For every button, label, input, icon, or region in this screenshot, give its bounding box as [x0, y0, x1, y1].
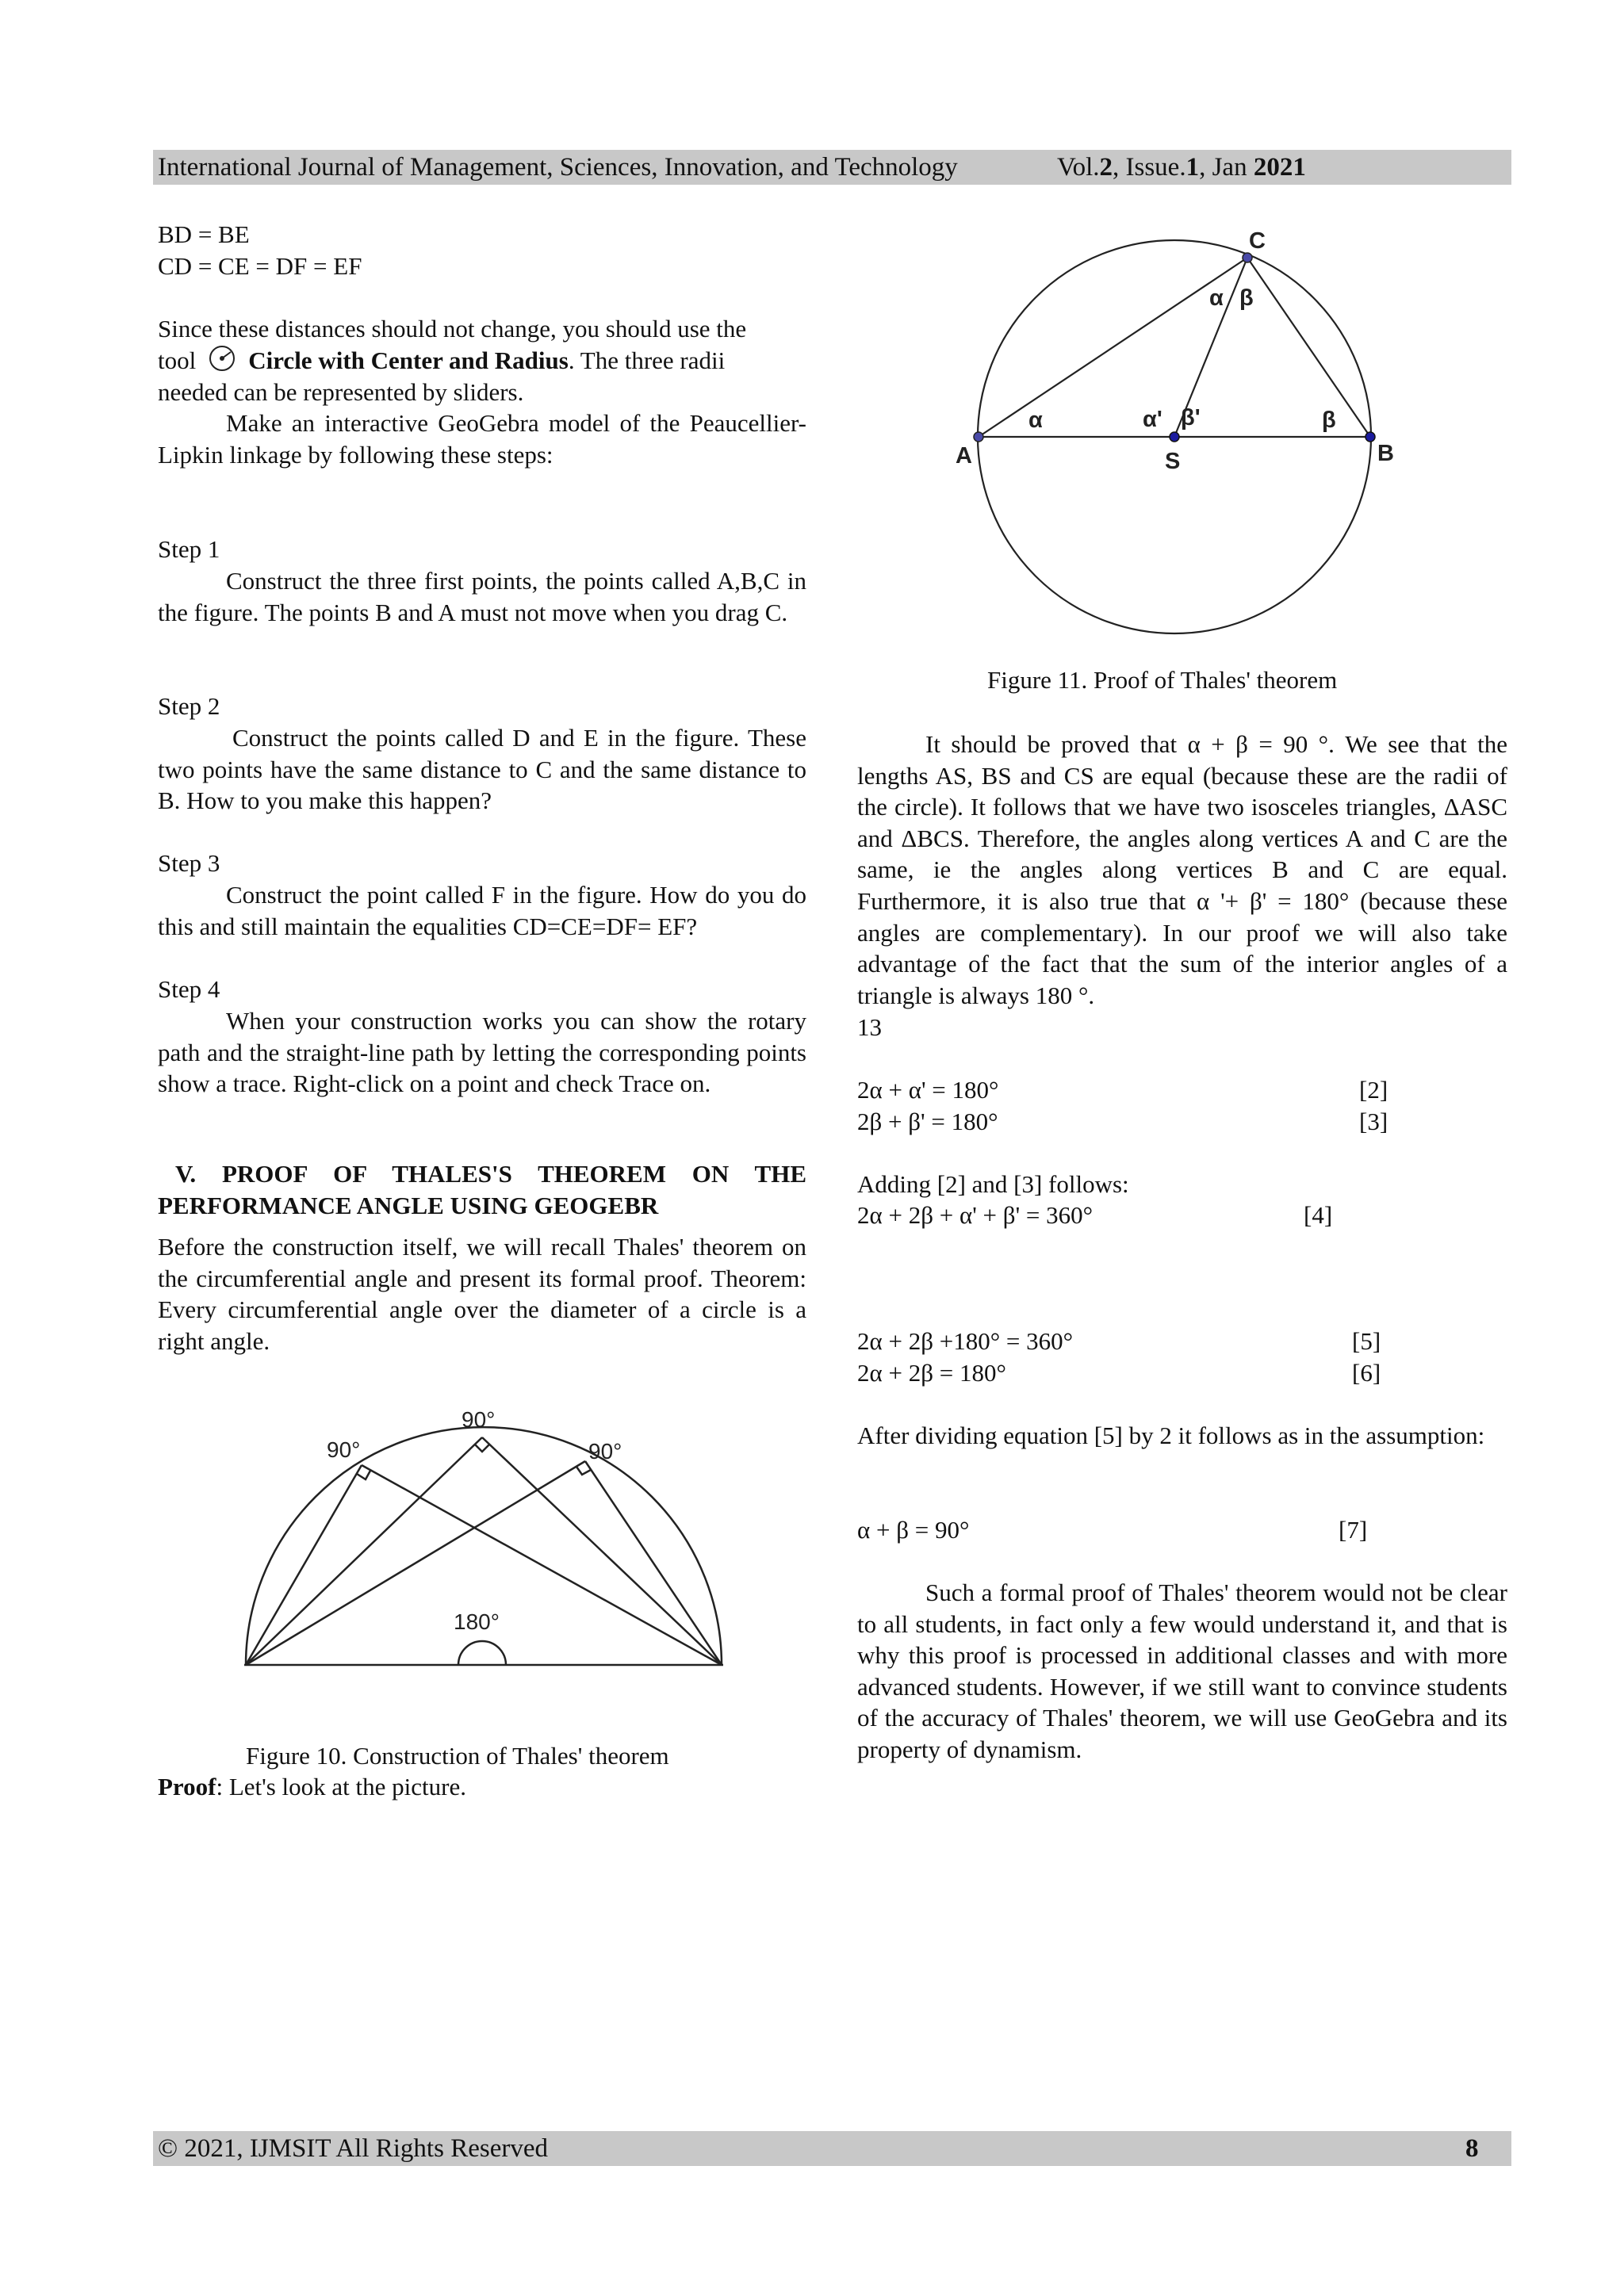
label-beta-top: β: [1239, 285, 1254, 311]
adding-text: Adding [2] and [3] follows:: [857, 1170, 1129, 1198]
equation-cd-ce-df-ef: CD = CE = DF = EF: [158, 252, 362, 280]
right-angle-mark-top: [475, 1445, 489, 1452]
equation-5: 2α + 2β +180° = 360°: [857, 1327, 1074, 1355]
equation-7-ref: [7]: [1339, 1516, 1368, 1544]
label-beta-prime: β': [1181, 405, 1201, 430]
point-c: [1243, 253, 1252, 262]
fig10-label-90-top: 90°: [462, 1407, 496, 1432]
step4-text: When your construction works you can show the rotary path and the straight-line path by letting the corresponding points show a trace. Right-click on a point and check Trace on.: [158, 1007, 806, 1098]
fig10-label-90-left: 90°: [327, 1437, 361, 1462]
chord-a-p3: [246, 1461, 585, 1665]
step2-title: Step 2: [158, 692, 220, 720]
equation-3: 2β + β' = 180°: [857, 1108, 998, 1135]
step1-title: Step 1: [158, 535, 220, 563]
figure-10-thales-construction: [230, 1395, 737, 1681]
equation-5-ref: [5]: [1352, 1327, 1381, 1355]
equation-6: 2α + 2β = 180°: [857, 1359, 1006, 1387]
figure-11-thales-proof: [940, 222, 1394, 674]
right-angle-mark-left: [357, 1471, 370, 1479]
label-a: A: [956, 443, 972, 469]
label-alpha-top: α: [1209, 285, 1224, 311]
label-c: C: [1249, 228, 1266, 254]
dividing-text: After dividing equation [5] by 2 it follows as in the assumption:: [857, 1422, 1485, 1449]
step4-title: Step 4: [158, 975, 220, 1003]
equation-4: 2α + 2β + α' + β' = 360°: [857, 1201, 1094, 1229]
equation-6-ref: [6]: [1352, 1359, 1381, 1387]
chord-p3-b: [585, 1461, 722, 1665]
fig10-label-180: 180°: [454, 1609, 500, 1634]
reference-13: 13: [857, 1013, 882, 1041]
volume-issue: Vol.2, Issue.1, Jan 2021: [1057, 153, 1306, 182]
label-b: B: [1377, 441, 1394, 466]
equation-4-ref: [4]: [1304, 1201, 1333, 1229]
equation-7: α + β = 90°: [857, 1516, 970, 1544]
label-beta-right: β: [1322, 408, 1336, 433]
point-a: [974, 432, 983, 442]
segment-ac: [979, 258, 1247, 437]
footer-copyright: © 2021, IJMSIT All Rights Reserved: [158, 2134, 548, 2163]
label-alpha-left: α: [1028, 408, 1043, 433]
section-v-title: V. PROOF OF THALES'S THEOREM ON THE PERFORMANCE ANGLE USING GEOGEBR: [158, 1160, 806, 1219]
paragraph-distances-line3: needed can be represented by sliders.: [158, 378, 524, 406]
point-b: [1365, 432, 1375, 442]
paragraph-distances-line1: Since these distances should not change, you should use the: [158, 315, 747, 342]
paragraph-tool-line: tool Circle with Center and Radius . The three radii: [158, 345, 806, 377]
label-s: S: [1165, 449, 1181, 474]
proof-line: Proof: Let's look at the picture.: [158, 1773, 466, 1800]
step1-text: Construct the three first points, the points called A,B,C in the figure. The points B and A must not move when you drag C.: [158, 567, 806, 626]
label-alpha-prime: α': [1143, 407, 1162, 432]
equation-bd-be: BD = BE: [158, 220, 250, 248]
equation-2: 2α + α' = 180°: [857, 1076, 999, 1104]
circle-with-center-and-radius-icon: [207, 345, 239, 377]
point-s: [1170, 432, 1179, 442]
chord-a-p2: [246, 1437, 482, 1665]
figure-11-caption: Figure 11. Proof of Thales' theorem: [987, 666, 1338, 694]
closing-paragraph: Such a formal proof of Thales' theorem would not be clear to all students, in fact only a few would understand it, and that is why this proof is processed in additional classes and with more advanced students. However, if we still want to convince students of the accuracy of Thales' theorem, we will use GeoGebra and its property of dynamism.: [857, 1578, 1507, 1763]
equation-2-ref: [2]: [1359, 1076, 1388, 1104]
step3-text: Construct the point called F in the figure. How do you do this and still maintain the equalities CD=CE=DF= EF?: [158, 881, 806, 940]
chord-a-p1: [246, 1465, 362, 1665]
straight-angle-arc: [458, 1641, 506, 1665]
step3-title: Step 3: [158, 849, 220, 877]
journal-title: International Journal of Management, Sciences, Innovation, and Technology: [158, 153, 958, 182]
equation-3-ref: [3]: [1359, 1108, 1388, 1135]
section-v-text: Before the construction itself, we will recall Thales' theorem on the circumferential angle and present its formal proof. Theorem: Every circumferential angle over the diameter of a circle is a right angle.: [158, 1233, 806, 1355]
step2-text: Construct the points called D and E in the figure. These two points have the same distance to C and the same distance to B. How to you make this happen?: [158, 724, 806, 815]
page-number: 8: [1465, 2134, 1479, 2163]
fig10-label-90-right: 90°: [588, 1439, 622, 1464]
paragraph-make-model: Make an interactive GeoGebra model of the Peaucellier-Lipkin linkage by following these steps:: [158, 409, 806, 469]
segment-cb: [1247, 258, 1370, 437]
figure-10-caption: Figure 10. Construction of Thales' theorem: [246, 1742, 669, 1770]
proof-paragraph: It should be proved that α + β = 90 °. We see that the lengths AS, BS and CS are equal (because these are the radii of the circle). It follows that we have two isosceles triangles, ΔASC and ΔBCS. Therefore, the angles along vertices A and C are the same, ie the angles along vertices B and C are equal. Furthermore, it is also true that α '+ β' = 180° (because these angles are complementary). In our proof we will also take advantage of the fact that the sum of the interior angles of a triangle is always 180 °.: [857, 730, 1507, 1009]
